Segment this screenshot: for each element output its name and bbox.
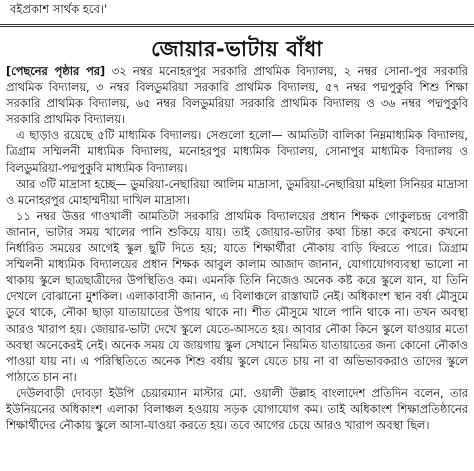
article-headline: জোয়ার-ভাটায় বাঁধা [151,37,323,61]
article-body [6,64,468,434]
article-paragraph [6,64,468,128]
paragraph-text: ৩২ নম্বর মনোহরপুর সরকারি প্রাথমিক বিদ্যালয়, ২ নম্বর সোনা-পুর সরকারি প্রাথমিক বিদ্যালয়, ৩ নম্বর বিলডুমরিয়া সরকারি প্রাথমিক বিদ্যালয়, ৫৭ নম্বর পদ্মপুকুবি শিশু শিক্ষা সরকারি প্রাথমিক বিদ্যালয়, ৬৫ নম্বর বিলডুমরিয়া সরকারি প্রাথমিক বিদ্যালয় ও ৩৬ নম্বর পদ্মপুকুবি সরকারি প্রাথমিক বিদ্যালয়। [6,65,469,127]
separator-rule [0,26,474,27]
article-paragraph: দেউলবাড়ী দোবড়া ইউপি চেয়ারম্যান মাস্টার মো. ওয়ালী উল্লাহ বাংলাদেশ প্রতিদিন বলেন, তার ইউনিয়নের অধিকাংশ এলাকা বিলাঞ্চল হওয়ায় সড়ক যোগাযোগ কম। তাই অধিকাংশ শিক্ষাপ্রতিষ্ঠানের শিক্ষার্থীদের নৌকায় স্কুলে আসা-যাওয়া করতে হয়। তবে আগের চেয়ে আরও খারাপ অবস্থা ছিল। [6,386,468,433]
article-paragraph: ১১ নম্বর উত্তর গাওখালী আমতিটা সরকারি প্রাথমিক বিদ্যালয়ের প্রধান শিক্ষক গোকুলচন্দ্র বেপারী জানান, ভাটার সময় খালের পানি শুকিয়ে যায়। তাই জোয়ার-ভাটার কথা চিন্তা করে কখনো কখনো নির্ধারিত সময়ের আগেই স্কুল ছুটি দিতে হয়; যাতে শিক্ষার্থীরা নৌকায় বাড়ি ফিরতে পারে। ত্রিগ্রাম সম্মিলনী মাধ্যমিক বিদ্যালয়ের প্রধান শিক্ষক আবুল কালাম আজাদ জানান, যোগাযোগব্যবস্থা ভালো না থাকায় স্কুলে ছাত্রছাত্রীদের উপস্থিতিও কম। এমনকি তিনি নিজেও অনেক কষ্ট করে স্কুলে যান, যা তিনি দেখলে বোঝানো মুশকিল। এলাকাবাসী জানান, এ বিলাঞ্চলে রাস্তাঘাট নেই। অধিকাংশ স্থান বর্ষা মৌসুমে ডুবে থাকে, নৌকা ছাড়া যাতায়াতের উপায় থাকে না। শীত মৌসুমে খালে পানি থাকে না। তখন অবস্থা আরও খারাপ হয়। জোয়ার-ভাটা দেখে স্কুলে যেতে-আসতে হয়। আবার নৌকা কিনে স্কুলে যাওয়ার মতো অবস্থা অনেকেরই নেই। অনেক সময় যে জায়গায় স্কুল সেখানে নিয়মিত যাতায়াতের জন্য কোনো নৌকাও পাওয়া যায় না। এ পরিস্থিতিতে অনেক শিশু বর্ষায় স্কুলে যেতে চায় না বা অভিভাবকরাও তাদের স্কুলে পাঠাতে চান না। [6,209,468,384]
previous-article-fragment: বইপ্রকাশ সার্থক হবে।' [10,2,108,16]
separator-rule [0,24,474,25]
article-paragraph: আর ৩টি মাদ্রাসা হচ্ছে— ডুমরিয়া-নেছারিয়া আলিম মাদ্রাসা, ডুমরিয়া-নেছারিয়া মহিলা সিনিয়র মাদ্রাসা ও মনোহরপুর মোহাম্মদীয়া দাখিল মাদ্রাসা। [6,177,468,207]
continued-from-kicker: [পেছনের পৃষ্ঠার পর] [6,65,106,78]
article-paragraph: এ ছাড়াও রয়েছে ৫টি মাধ্যমিক বিদ্যালয়। সেগুলো হলো— আমতিটা বালিকা নিম্নমাধ্যমিক বিদ্যালয়, ত্রিগ্রাম সম্মিলনী মাধ্যমিক বিদ্যালয়, মনোহরপুর মাধ্যমিক বিদ্যালয়, সোনাপুর মাধ্যমিক বিদ্যালয় ও বিলডুমরিয়া-পদ্মপুকুবি মাধ্যমিক বিদ্যালয়। [6,129,468,175]
